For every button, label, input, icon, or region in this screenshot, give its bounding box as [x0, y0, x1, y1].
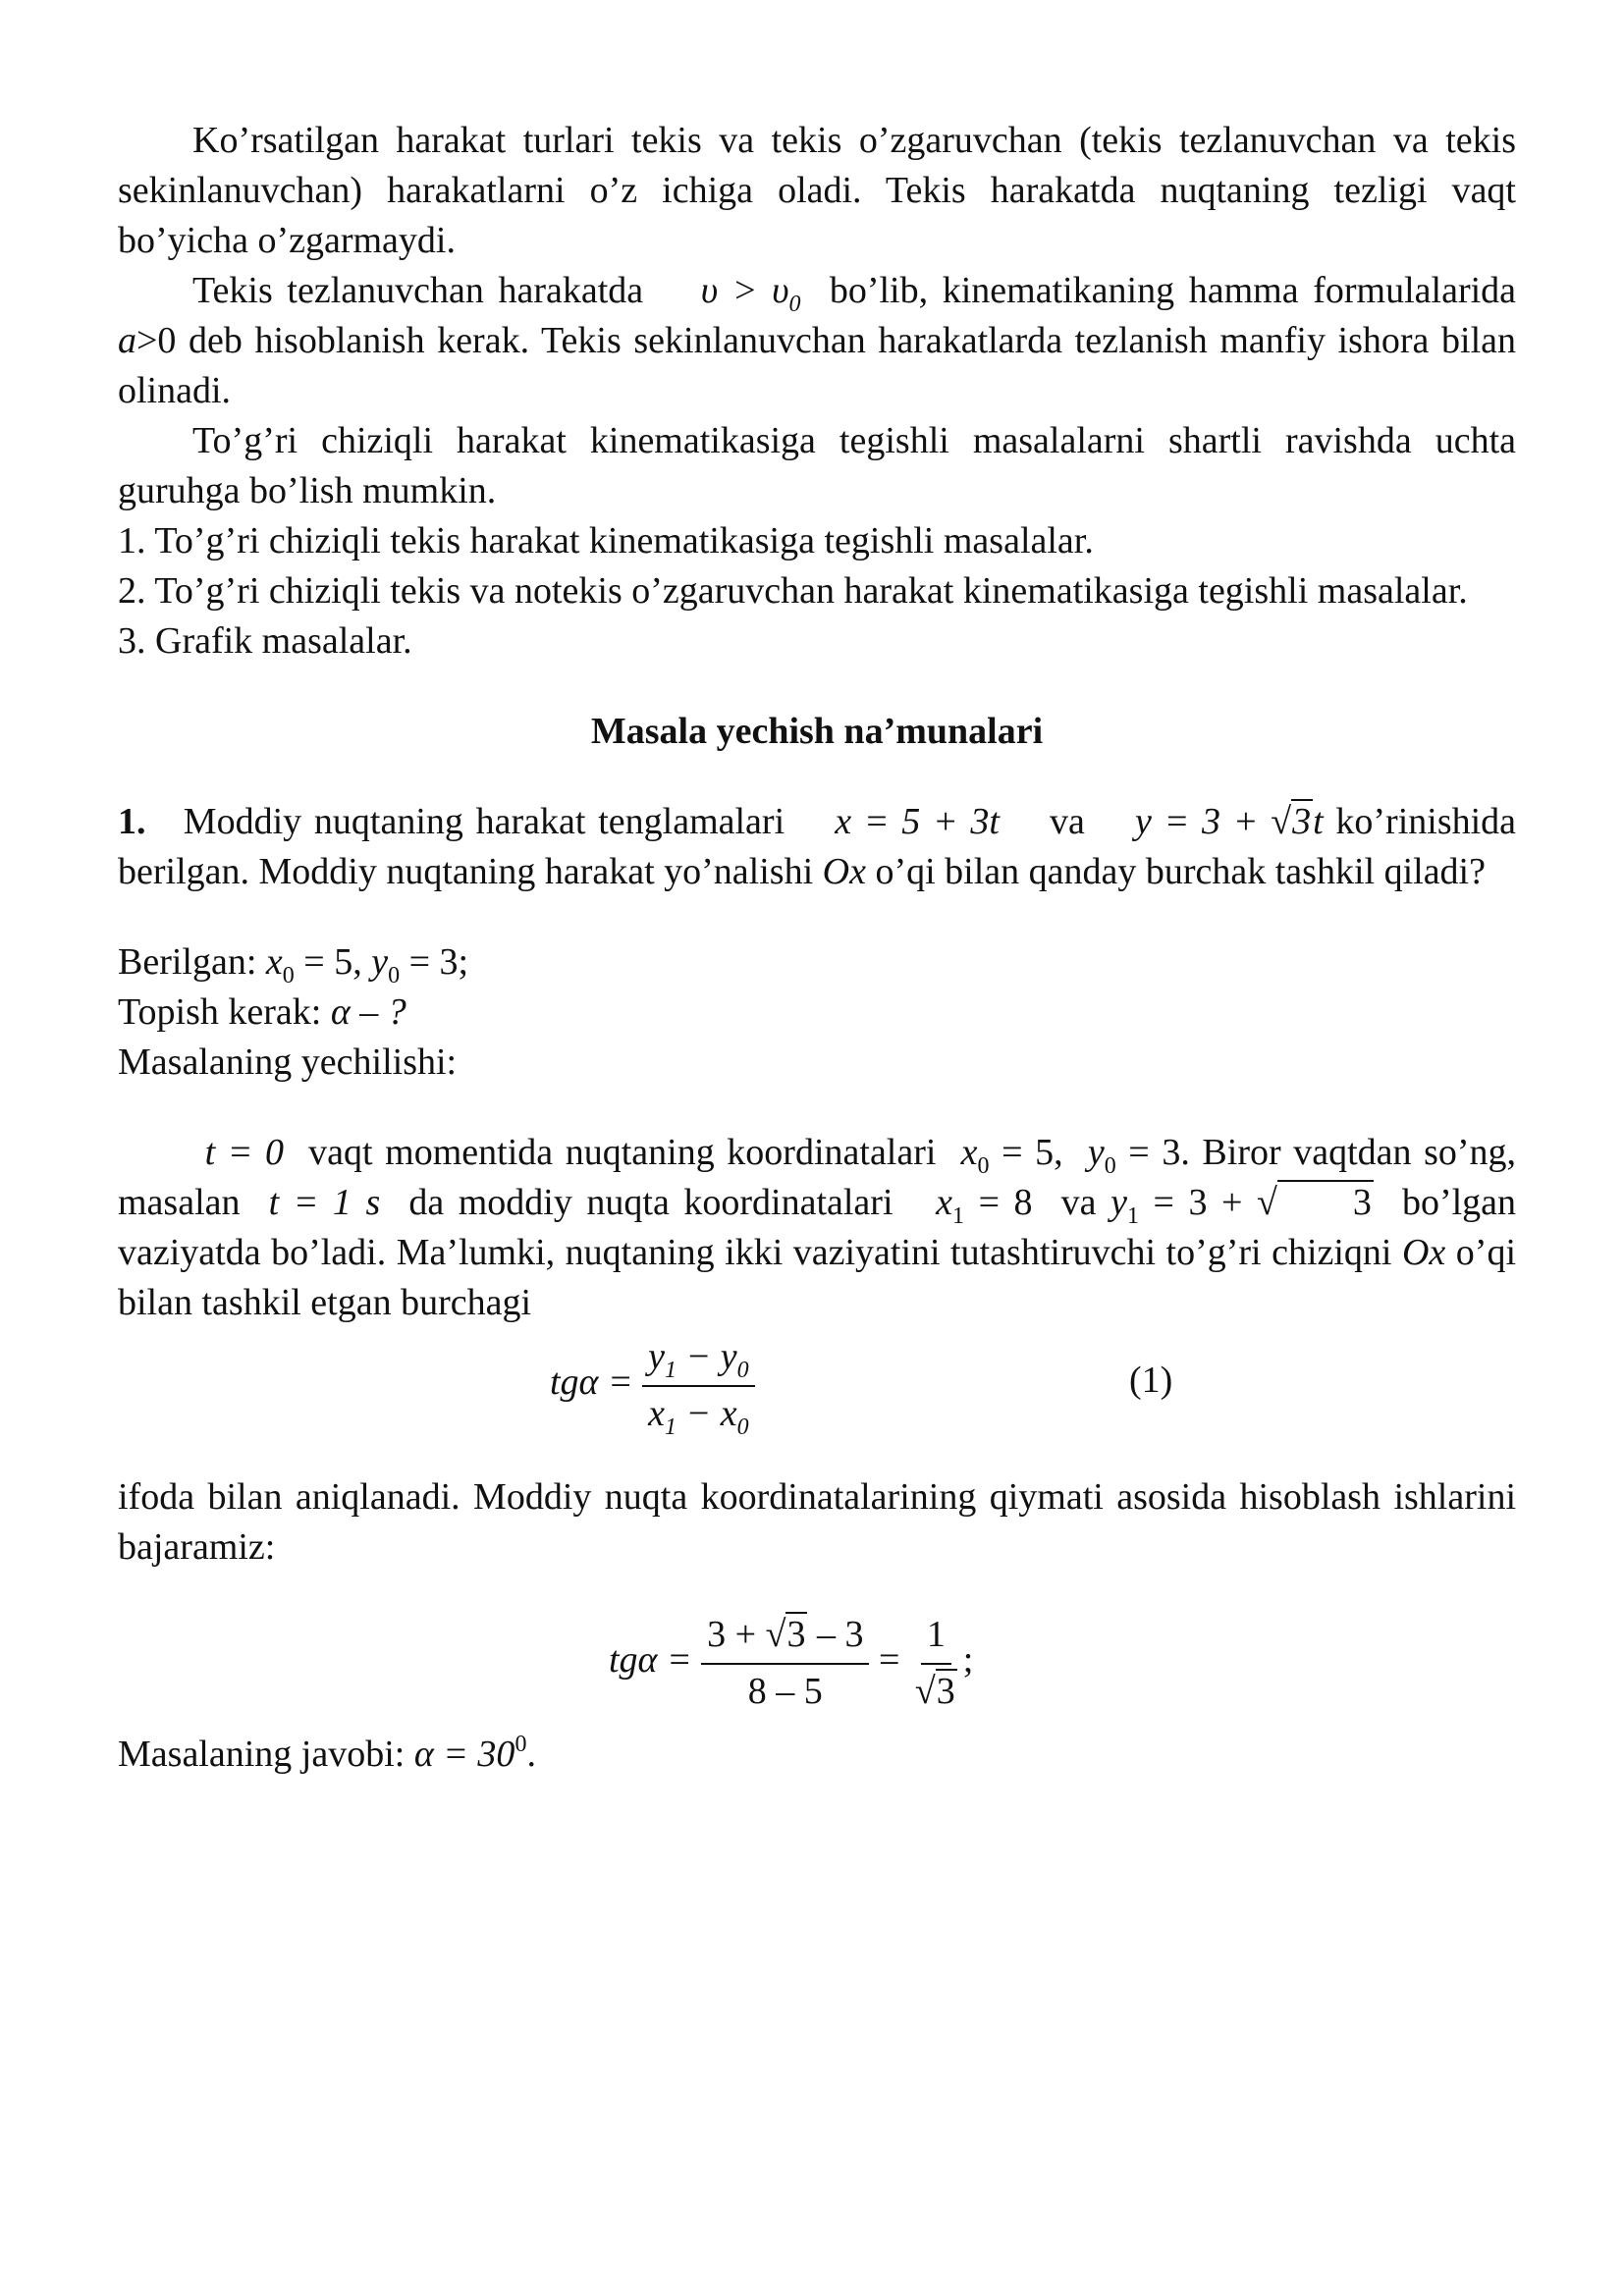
intro-paragraph-2: Tekis tezlanuvchan harakatda $\upsilon > \upsilon_0$ bo’lib, kinematikaning hamma formulalarida a>0 deb hisoblanish kerak. Tekis sekinlanuvchan harakatlarda tezlanish manfiy ishora bilan olinadi. — [118, 270, 1517, 411]
intro-paragraph-1: Ko’rsatilgan harakat turlari tekis va tekis o’zgaruvchan (tekis tezlanuvchan va tekis sekinlanuvchan) harakatlarni o’z ichiga oladi. Tekis harakatda nuqtaning tezligi vaqt bo’yicha o’zgarmaydi. — [118, 120, 1516, 261]
equation-number: (1) — [1129, 1360, 1173, 1401]
formula-1: tgα = $\frac{y_1 - y_0}{x_1 - x_0}$ (1) — [550, 1336, 1173, 1440]
formula-1-fraction: $\frac{y_1 - y_0}{x_1 - x_0}$ — [642, 1334, 754, 1437]
problem-statement: 1. Moddiy nuqtaning harakat tenglamalari x = 5 + 3t va y = 3 + √3t ko’rinishida berilgan. Moddiy nuqtaning harakat yo’nalishi Ox o’qi bilan qanday burchak tashkil qiladi? — [118, 801, 1517, 892]
document-page — [118, 116, 1516, 1780]
section-heading: Masala yechish na’munalari — [590, 711, 1044, 752]
problem-number: 1. — [118, 801, 146, 842]
find-line: Topish kerak: α – ? — [118, 991, 406, 1033]
equation-y: y = 3 + √3t — [1134, 801, 1324, 842]
formula-2: tgα = $\frac{3 + √3 - 3}{8 - 5}$ = $\frac{1}{√3}$ ; — [609, 1614, 974, 1712]
velocity-condition: $\upsilon > \upsilon_0$ — [700, 270, 801, 317]
answer-line: Masalaning javobi: $\alpha = 30^0$. — [118, 1732, 536, 1775]
solution-paragraph: t = 0 vaqt momentida nuqtaning koordinatalari $x_0 = 5$, $y_0 = 3$. Biror vaqtdan so’ng, masalan t = 1 s da moddiy nuqta koordinatalari $x_1 = 8$ va $y_1 = 3$ + √ 3 bo’lgan vaziyatda bo’ladi. Ma’lumki, nuqtaning ikki vaziyatini tutashtiruvchi to’g’ri chiziqni Ox o’qi bilan tashkil etgan burchagi — [118, 1132, 1517, 1323]
list-item: 3. Grafik masalalar. — [118, 620, 412, 662]
intro-paragraph-3: To’g’ri chiziqli harakat kinematikasiga tegishli masalalarni shartli ravishda uchta guruhga bo’lish mumkin. — [118, 420, 1516, 511]
list-item: 2. To’g’ri chiziqli tekis va notekis o’zgaruvchan harakat kinematikasiga tegishli masalalar. — [118, 570, 1468, 612]
given-line: Berilgan: $x_0 = 5$, $y_0 = 3$; — [118, 941, 469, 988]
equation-x: x = 5 + 3t — [835, 801, 1000, 842]
solution-label: Masalaning yechilishi: — [118, 1041, 458, 1083]
after-formula-paragraph: ifoda bilan aniqlanadi. Moddiy nuqta koordinatalarining qiymati asosida hisoblash ishlarini bajaramiz: — [118, 1476, 1516, 1568]
acceleration-var: a — [118, 320, 136, 361]
list-item: 1. To’g’ri chiziqli tekis harakat kinematikasiga tegishli masalalar. — [118, 520, 1094, 561]
